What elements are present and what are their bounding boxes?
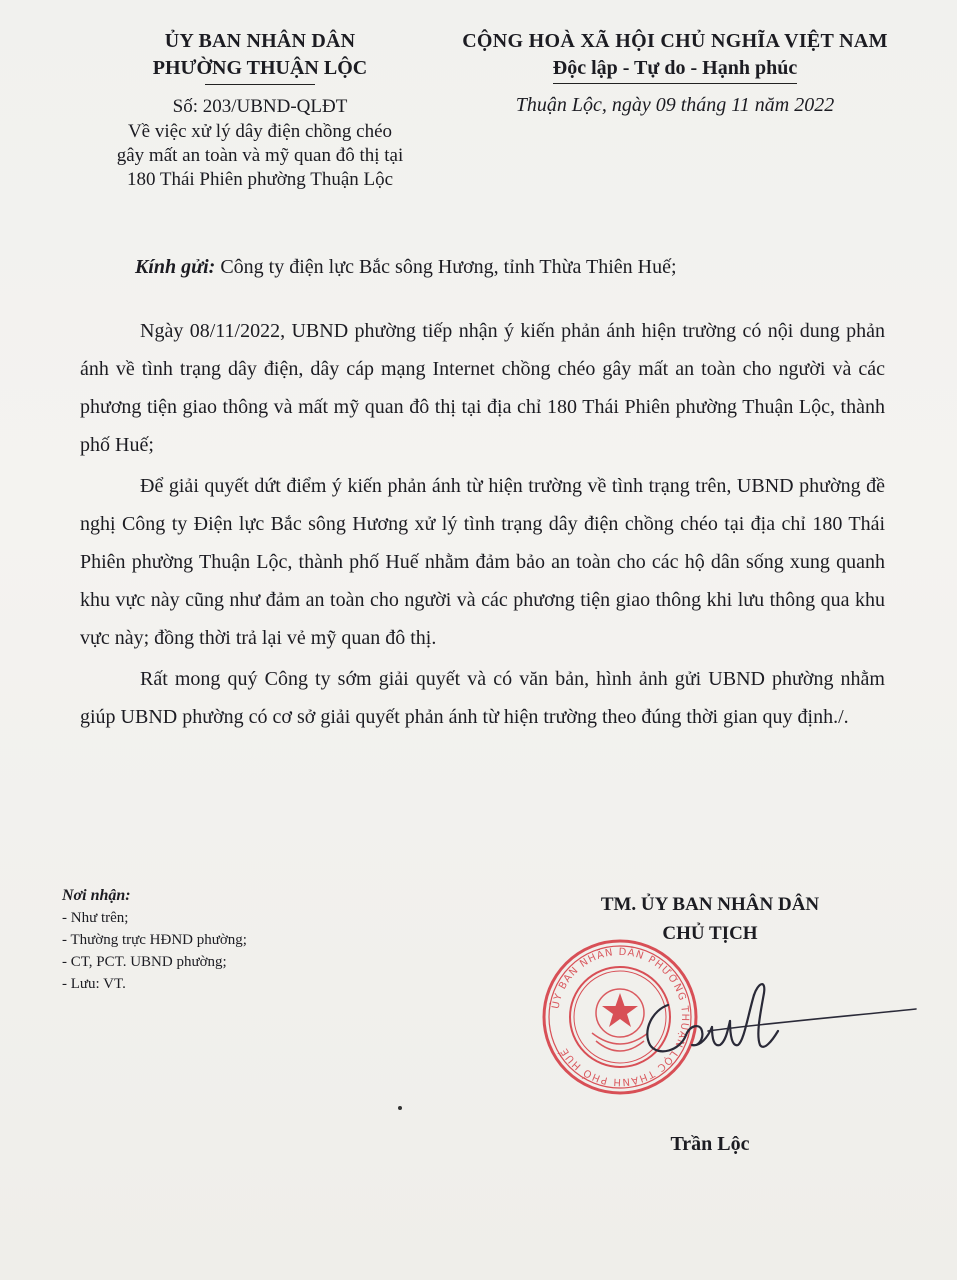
header-divider <box>205 84 315 85</box>
national-header <box>425 28 925 119</box>
body-paragraph: Rất mong quý Công ty sớm giải quyết và có văn bản, hình ảnh gửi UBND phường nhằm giúp UBND phường có cơ sở giải quyết phản ánh từ hiện trường theo đúng thời gian quy định./. <box>80 668 885 728</box>
org-name-line2: PHƯỜNG THUẬN LỘC <box>152 57 368 79</box>
distribution-item: - Như trên; <box>62 910 129 926</box>
recipient-label: Kính gửi: <box>135 256 216 278</box>
handwritten-signature <box>628 965 918 1075</box>
national-motto: Độc lập - Tự do - Hạnh phúc <box>553 55 797 84</box>
body-paragraph: Để giải quyết dứt điểm ý kiến phản ánh từ hiện trường về tình trạng trên, UBND phường đề nghị Công ty Điện lực Bắc sông Hương xử lý tình trạng dây điện chồng chéo tại địa chỉ 180 Thái Phiên phường Thuận Lộc, thành phố Huế nhằm đảm bảo an toàn cho các hộ dân sống xung quanh khu vực này cũng như đảm an toàn cho người và các phương tiện giao thông khi lưu thông qua khu vực này; đồng thời trả lại vẻ mỹ quan đô thị. <box>80 475 885 649</box>
document-number: Số: 203/UBND-QLĐT <box>172 96 348 117</box>
signature-title-line1: TM. ỦY BAN NHÂN DÂN <box>600 894 820 915</box>
distribution-item: - Lưu: VT. <box>62 976 126 992</box>
distribution-title: Nơi nhận: <box>62 887 131 904</box>
distribution-item: - Thường trực HĐND phường; <box>62 932 247 948</box>
recipient-value: Công ty điện lực Bắc sông Hương, tỉnh Thừa Thiên Huế; <box>215 256 677 278</box>
signer-name: Trần Lộc <box>670 1133 750 1155</box>
recipient-line <box>135 256 895 279</box>
date-line: Thuận Lộc, ngày 09 tháng 11 năm 2022 <box>515 94 835 116</box>
distribution-list <box>62 885 382 995</box>
subject-line: Về việc xử lý dây điện chồng chéo <box>127 121 393 142</box>
org-name-line1: ỦY BAN NHÂN DÂN <box>164 30 356 52</box>
svg-text:ỦY BAN NHÂN DÂN PHƯỜNG THUẬN L: ỦY BAN NHÂN DÂN PHƯỜNG THUẬN LỘC THÀNH PHỐ HUẾ <box>550 946 691 1088</box>
nation-name: CỘNG HOÀ XÃ HỘI CHỦ NGHĨA VIỆT NAM <box>462 30 888 52</box>
body-paragraph: Ngày 08/11/2022, UBND phường tiếp nhận ý kiến phản ánh hiện trường có nội dung phản ánh về tình trạng dây điện, dây cáp mạng Internet chồng chéo gây mất an toàn cho người và các phương tiện giao thông và mất mỹ quan đô thị tại địa chỉ 180 Thái Phiên phường Thuận Lộc, thành phố Huế; <box>80 320 885 456</box>
subject-line: 180 Thái Phiên phường Thuận Lộc <box>126 169 394 190</box>
paper-speck <box>398 1106 402 1110</box>
issuing-authority-header <box>40 28 480 192</box>
subject-line: gây mất an toàn và mỹ quan đô thị tại <box>116 145 404 166</box>
letter-body <box>80 312 885 739</box>
distribution-item: - CT, PCT. UBND phường; <box>62 954 227 970</box>
signature-title-line2: CHỦ TỊCH <box>662 923 758 944</box>
